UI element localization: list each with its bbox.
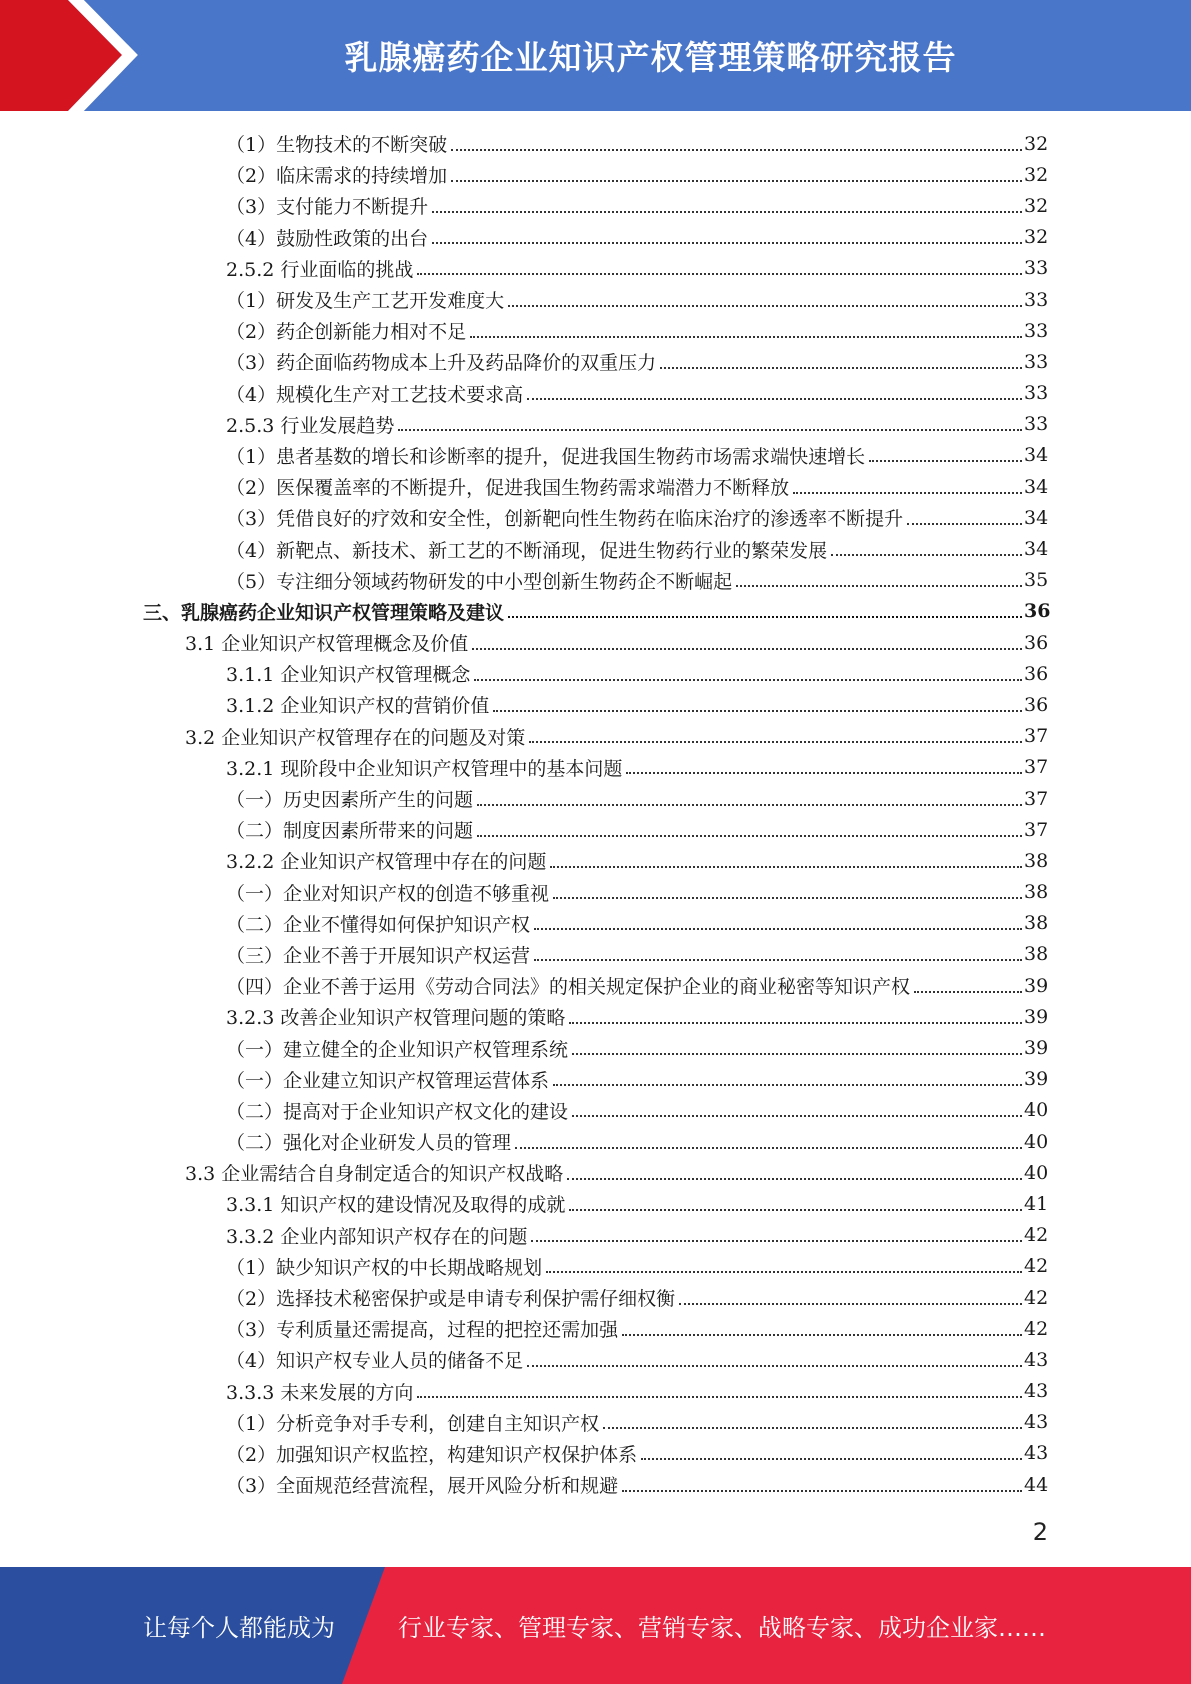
- toc-entry-page: 32: [1024, 194, 1049, 217]
- toc-dot-leader: [831, 554, 1022, 556]
- toc-dot-leader: [470, 336, 1022, 338]
- toc-dot-leader: [914, 991, 1022, 993]
- toc-entry-title: （4）新靶点、新技术、新工艺的不断涌现，促进生物药行业的繁荣发展: [226, 539, 828, 562]
- toc-dot-leader: [626, 772, 1022, 774]
- toc-entry-page: 33: [1024, 382, 1049, 405]
- toc-entry-title: 3.2.2 企业知识产权管理中存在的问题: [226, 851, 547, 874]
- toc-entry-page: 36: [1024, 600, 1051, 623]
- toc-entry-title: （3）凭借良好的疗效和安全性，创新靶向性生物药在临床治疗的渗透率不断提升: [226, 508, 904, 531]
- toc-entry-title: （三）企业不善于开展知识产权运营: [226, 944, 531, 967]
- toc-dot-leader: [572, 1115, 1022, 1117]
- toc-dot-leader: [553, 897, 1022, 899]
- toc-dot-leader: [508, 616, 1022, 618]
- toc-entry-page: 42: [1024, 1286, 1049, 1309]
- toc-dot-leader: [907, 523, 1022, 525]
- toc-entry-page: 33: [1024, 257, 1049, 280]
- toc-entry-title: 3.3.3 未来发展的方向: [226, 1381, 414, 1404]
- toc-entry[interactable]: [0, 315, 1191, 346]
- toc-entry-title: 3.1.1 企业知识产权管理概念: [226, 664, 471, 687]
- toc-entry-page: 34: [1024, 475, 1049, 498]
- toc-dot-leader: [869, 460, 1022, 462]
- toc-dot-leader: [572, 1053, 1022, 1055]
- toc-dot-leader: [474, 679, 1022, 681]
- toc-dot-leader: [793, 492, 1022, 494]
- toc-dot-leader: [679, 1303, 1022, 1305]
- toc-entry-page: 38: [1024, 881, 1049, 904]
- toc-entry[interactable]: [0, 159, 1191, 190]
- toc-dot-leader: [569, 1022, 1022, 1024]
- toc-entry-title: （1）分析竞争对手专利，创建自主知识产权: [226, 1412, 600, 1435]
- toc-entry-page: 41: [1024, 1192, 1049, 1215]
- toc-entry-title: 2.5.2 行业面临的挑战: [226, 258, 414, 281]
- toc-entry[interactable]: [0, 1157, 1191, 1188]
- toc-dot-leader: [534, 959, 1022, 961]
- toc-entry-title: 3.2.1 现阶段中企业知识产权管理中的基本问题: [226, 757, 623, 780]
- toc-entry-title: （一）企业建立知识产权管理运营体系: [226, 1069, 550, 1092]
- toc-entry-title: （1）缺少知识产权的中长期战略规划: [226, 1256, 543, 1279]
- toc-entry[interactable]: [0, 970, 1191, 1001]
- toc-entry-title: 3.2.3 改善企业知识产权管理问题的策略: [226, 1007, 566, 1030]
- toc-entry[interactable]: [0, 440, 1191, 471]
- toc-entry[interactable]: [0, 222, 1191, 253]
- toc-entry-page: 33: [1024, 319, 1049, 342]
- toc-entry-page: 40: [1024, 1161, 1049, 1184]
- toc-entry-title: 3.1 企业知识产权管理概念及价值: [185, 633, 469, 656]
- toc-entry-title: 三、乳腺癌药企业知识产权管理策略及建议: [143, 601, 505, 624]
- toc-entry-page: 39: [1024, 1005, 1049, 1028]
- page-footer: [0, 1567, 1191, 1684]
- toc-dot-leader: [529, 741, 1022, 743]
- toc-entry[interactable]: [0, 1251, 1191, 1282]
- toc-dot-leader: [527, 398, 1022, 400]
- toc-dot-leader: [641, 1458, 1022, 1460]
- toc-entry-page: 42: [1024, 1317, 1049, 1340]
- toc-entry-page: 33: [1024, 350, 1049, 373]
- toc-dot-leader: [477, 804, 1022, 806]
- page-number: 2: [1032, 1518, 1048, 1546]
- toc-entry-title: 3.1.2 企业知识产权的营销价值: [226, 695, 490, 718]
- toc-entry-page: 37: [1024, 787, 1049, 810]
- toc-entry-page: 37: [1024, 818, 1049, 841]
- toc-entry-title: （一）历史因素所产生的问题: [226, 789, 474, 812]
- toc-entry-title: （4）鼓励性政策的出台: [226, 227, 429, 250]
- toc-entry[interactable]: [0, 1126, 1191, 1157]
- toc-dot-leader: [451, 149, 1022, 151]
- toc-entry-page: 34: [1024, 538, 1049, 561]
- table-of-contents: [0, 128, 1191, 1500]
- toc-dot-leader: [451, 180, 1022, 182]
- report-title: 乳腺癌药企业知识产权管理策略研究报告: [344, 38, 957, 77]
- toc-entry-page: 42: [1024, 1224, 1049, 1247]
- toc-entry[interactable]: [0, 1032, 1191, 1063]
- toc-entry-page: 43: [1024, 1380, 1049, 1403]
- toc-entry[interactable]: [0, 689, 1191, 720]
- toc-dot-leader: [660, 367, 1022, 369]
- toc-entry[interactable]: [0, 908, 1191, 939]
- toc-entry[interactable]: [0, 1344, 1191, 1375]
- page-header: [0, 0, 1191, 111]
- toc-entry[interactable]: [0, 1282, 1191, 1313]
- toc-entry[interactable]: [0, 721, 1191, 752]
- toc-entry[interactable]: [0, 253, 1191, 284]
- toc-dot-leader: [553, 1084, 1022, 1086]
- toc-dot-leader: [622, 1334, 1022, 1336]
- toc-entry-title: （3）专利质量还需提高，过程的把控还需加强: [226, 1319, 619, 1342]
- toc-entry-page: 34: [1024, 506, 1049, 529]
- toc-entry-title: （1）研发及生产工艺开发难度大: [226, 290, 505, 313]
- toc-entry[interactable]: [0, 658, 1191, 689]
- toc-entry-page: 37: [1024, 756, 1049, 779]
- footer-slogan-right: 行业专家、管理专家、营销专家、战略专家、成功企业家……: [398, 1614, 1046, 1642]
- toc-entry-title: （二）企业不懂得如何保护知识产权: [226, 913, 531, 936]
- toc-dot-leader: [398, 429, 1022, 431]
- toc-entry[interactable]: [0, 1001, 1191, 1032]
- toc-entry[interactable]: [0, 128, 1191, 159]
- toc-entry[interactable]: [0, 533, 1191, 564]
- toc-dot-leader: [569, 1209, 1022, 1211]
- toc-dot-leader: [736, 585, 1022, 587]
- toc-dot-leader: [603, 1427, 1022, 1429]
- toc-entry-page: 32: [1024, 226, 1049, 249]
- toc-entry-page: 40: [1024, 1130, 1049, 1153]
- toc-dot-leader: [493, 710, 1022, 712]
- toc-entry-page: 44: [1024, 1473, 1049, 1496]
- toc-entry-page: 43: [1024, 1411, 1049, 1434]
- toc-entry-title: （5）专注细分领域药物研发的中小型创新生物药企不断崛起: [226, 570, 733, 593]
- toc-entry[interactable]: [0, 845, 1191, 876]
- toc-dot-leader: [534, 928, 1022, 930]
- toc-entry-title: （2）临床需求的持续增加: [226, 165, 448, 188]
- toc-dot-leader: [508, 305, 1022, 307]
- toc-entry[interactable]: [0, 1095, 1191, 1126]
- toc-entry-page: 35: [1024, 569, 1049, 592]
- toc-entry-title: （4）知识产权专业人员的储备不足: [226, 1350, 524, 1373]
- header-arrow-decoration: [0, 0, 150, 111]
- toc-entry[interactable]: [0, 596, 1191, 627]
- toc-entry[interactable]: [0, 471, 1191, 502]
- toc-entry-title: （四）企业不善于运用《劳动合同法》的相关规定保护企业的商业秘密等知识产权: [226, 976, 911, 999]
- toc-entry-page: 36: [1024, 662, 1049, 685]
- toc-dot-leader: [477, 835, 1022, 837]
- toc-dot-leader: [550, 866, 1022, 868]
- toc-entry-title: 3.3.1 知识产权的建设情况及取得的成就: [226, 1194, 566, 1217]
- toc-entry-page: 39: [1024, 1037, 1049, 1060]
- toc-entry-page: 33: [1024, 413, 1049, 436]
- toc-entry[interactable]: [0, 409, 1191, 440]
- toc-entry-page: 32: [1024, 163, 1049, 186]
- toc-entry-page: 39: [1024, 1068, 1049, 1091]
- toc-entry[interactable]: [0, 877, 1191, 908]
- toc-entry[interactable]: [0, 1376, 1191, 1407]
- toc-entry[interactable]: [0, 814, 1191, 845]
- toc-entry[interactable]: [0, 1313, 1191, 1344]
- toc-dot-leader: [417, 1396, 1022, 1398]
- toc-entry-page: 36: [1024, 693, 1049, 716]
- toc-entry-page: 39: [1024, 974, 1049, 997]
- toc-dot-leader: [515, 1147, 1022, 1149]
- toc-entry-page: 38: [1024, 849, 1049, 872]
- toc-entry-page: 38: [1024, 912, 1049, 935]
- toc-dot-leader: [531, 1240, 1022, 1242]
- toc-entry-title: （4）规模化生产对工艺技术要求高: [226, 383, 524, 406]
- toc-entry-title: （1）患者基数的增长和诊断率的提升，促进我国生物药市场需求端快速增长: [226, 445, 866, 468]
- toc-entry-page: 42: [1024, 1255, 1049, 1278]
- toc-entry[interactable]: [0, 1188, 1191, 1219]
- toc-entry-title: 3.3 企业需结合自身制定适合的知识产权战略: [185, 1163, 564, 1186]
- toc-entry[interactable]: [0, 1438, 1191, 1469]
- toc-entry-page: 33: [1024, 288, 1049, 311]
- toc-entry-title: （2）选择技术秘密保护或是申请专利保护需仔细权衡: [226, 1288, 676, 1311]
- toc-dot-leader: [417, 273, 1022, 275]
- toc-entry[interactable]: [0, 502, 1191, 533]
- toc-entry[interactable]: [0, 378, 1191, 409]
- toc-entry-page: 43: [1024, 1442, 1049, 1465]
- toc-entry-title: （2）加强知识产权监控，构建知识产权保护体系: [226, 1443, 638, 1466]
- toc-entry[interactable]: [0, 1220, 1191, 1251]
- toc-entry-title: （一）建立健全的企业知识产权管理系统: [226, 1038, 569, 1061]
- toc-dot-leader: [432, 211, 1022, 213]
- toc-entry[interactable]: [0, 752, 1191, 783]
- toc-entry[interactable]: [0, 1469, 1191, 1500]
- toc-dot-leader: [432, 242, 1022, 244]
- toc-entry-title: （2）药企创新能力相对不足: [226, 321, 467, 344]
- toc-entry[interactable]: [0, 783, 1191, 814]
- footer-slogan-left: 让每个人都能成为: [143, 1614, 335, 1642]
- toc-entry-page: 37: [1024, 725, 1049, 748]
- toc-entry-title: （二）制度因素所带来的问题: [226, 820, 474, 843]
- toc-dot-leader: [567, 1178, 1022, 1180]
- toc-dot-leader: [546, 1271, 1022, 1273]
- toc-entry[interactable]: [0, 627, 1191, 658]
- toc-entry-title: （3）支付能力不断提升: [226, 196, 429, 219]
- toc-entry[interactable]: [0, 1407, 1191, 1438]
- toc-entry-title: （二）强化对企业研发人员的管理: [226, 1132, 512, 1155]
- toc-entry-page: 43: [1024, 1348, 1049, 1371]
- toc-entry-title: （3）药企面临药物成本上升及药品降价的双重压力: [226, 352, 657, 375]
- toc-entry-title: （一）企业对知识产权的创造不够重视: [226, 882, 550, 905]
- toc-entry[interactable]: [0, 346, 1191, 377]
- toc-entry-title: （2）医保覆盖率的不断提升，促进我国生物药需求端潜力不断释放: [226, 477, 790, 500]
- toc-entry-page: 34: [1024, 444, 1049, 467]
- toc-entry[interactable]: [0, 190, 1191, 221]
- toc-entry-page: 38: [1024, 943, 1049, 966]
- toc-entry[interactable]: [0, 284, 1191, 315]
- toc-entry-title: （二）提高对于企业知识产权文化的建设: [226, 1100, 569, 1123]
- toc-dot-leader: [622, 1490, 1022, 1492]
- toc-entry[interactable]: [0, 1064, 1191, 1095]
- toc-entry-title: （1）生物技术的不断突破: [226, 134, 448, 157]
- toc-dot-leader: [527, 1365, 1022, 1367]
- toc-entry-page: 36: [1024, 631, 1049, 654]
- toc-entry[interactable]: [0, 939, 1191, 970]
- toc-entry-title: 3.3.2 企业内部知识产权存在的问题: [226, 1225, 528, 1248]
- toc-dot-leader: [472, 648, 1022, 650]
- toc-entry-page: 32: [1024, 132, 1049, 155]
- toc-entry-title: 3.2 企业知识产权管理存在的问题及对策: [185, 726, 526, 749]
- toc-entry-title: （3）全面规范经营流程，展开风险分析和规避: [226, 1475, 619, 1498]
- toc-entry[interactable]: [0, 565, 1191, 596]
- toc-entry-title: 2.5.3 行业发展趋势: [226, 414, 395, 437]
- toc-entry-page: 40: [1024, 1099, 1049, 1122]
